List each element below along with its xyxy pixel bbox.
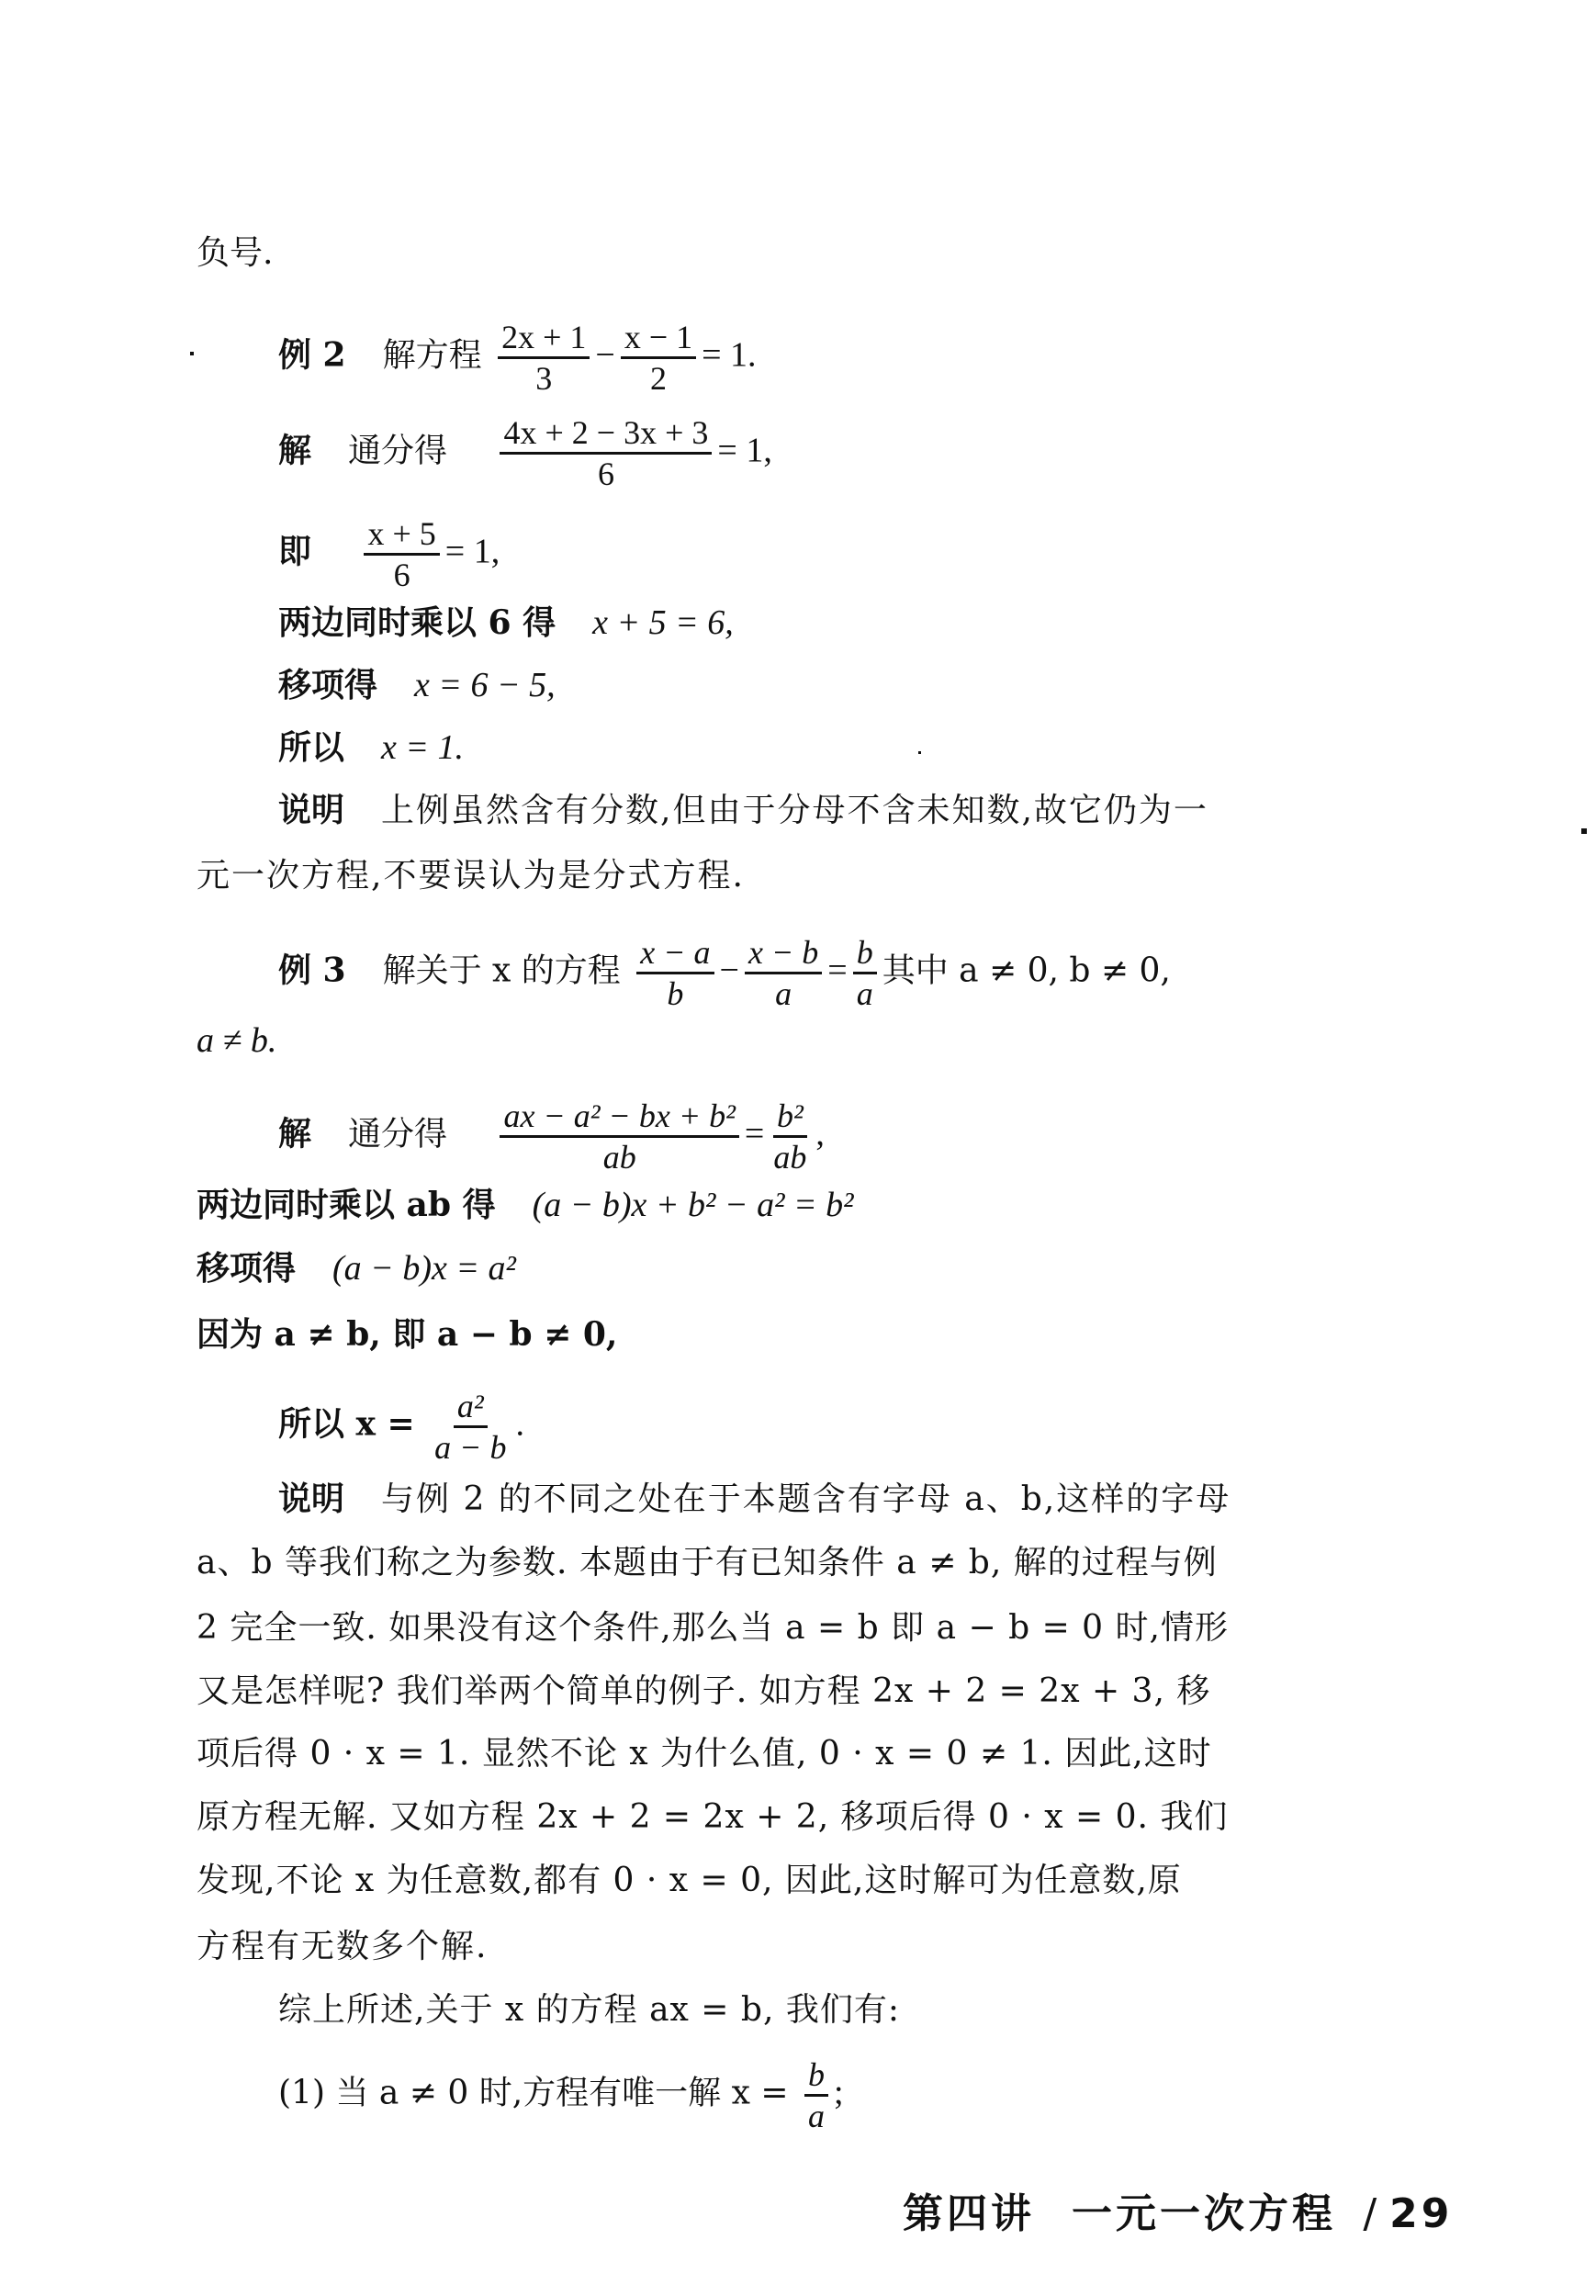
fraction: $\frac{x - 1}{2}$ [621,320,696,396]
print-speck [918,751,921,754]
equation-line: 因为 a ≠ b, 即 a − b ≠ 0, [197,1315,618,1354]
print-speck [190,352,194,355]
fraction: $\frac{\text{b²}}{ab}$ [773,1097,807,1176]
fraction: $\frac{\text{a²}}{a - b}$ [434,1388,507,1466]
equation-line: 所以 x = 1. [278,728,465,767]
equation-line: 两边同时乘以 ab 得 (a − b)x + b² − a² = b² [197,1186,854,1224]
example-3-line: 例 3 解关于 x 的方程 $\frac{x - a}{b}$ − $\frac{x - b}{a}$ = $\frac{b}{a}$ 其中 a ≠ 0, b ≠ 0, [278,934,1171,1012]
summary-line: 综上所述,关于 x 的方程 ax = b, 我们有: [278,1991,900,2029]
solution-label: 解 [278,431,312,470]
note-line: 原方程无解. 又如方程 2x + 2 = 2x + 2, 移项后得 0 · x = 0. 我们 [197,1798,1229,1836]
fraction: $\frac{x + 5}{6}$ [364,516,439,592]
example-text: 解方程 [382,336,482,375]
solution-line: 解 通分得 $\frac{4x + 2 - 3x + 3}{6}$ = 1, [278,414,772,492]
note-line: 说明 与例 2 的不同之处在于本题含有字母 a、b,这样的字母 [278,1480,1231,1518]
fraction: $\frac{\text{ax − a² − bx + b²}}{ab}$ [500,1098,738,1175]
equation-line: 移项得 (a − b)x = a² [197,1249,516,1288]
fraction: $\frac{x - a}{b}$ [636,935,714,1011]
note-line: 又是怎样呢? 我们举两个简单的例子. 如方程 2x + 2 = 2x + 3, 移 [197,1672,1211,1710]
note-line: 元一次方程,不要误认为是分式方程. [197,857,745,895]
separator: / [1363,2190,1381,2237]
example-2-line: 例 2 解方程 $\frac{2x + 1}{3}$ − $\frac{x - 1}{2}$ = 1. [278,319,757,397]
example-label: 例 3 [278,951,346,990]
chapter-title: 一元一次方程 [1072,2190,1336,2237]
note-line: 项后得 0 · x = 1. 显然不论 x 为什么值, 0 · x = 0 ≠ 1. 因此,这时 [197,1735,1212,1773]
chapter-label: 第四讲 [903,2190,1035,2237]
solution-label: 解 [278,1114,312,1154]
fraction: $\frac{x - b}{a}$ [745,935,822,1011]
note-line: 方程有无数多个解. [197,1928,489,1965]
solution-line: 解 通分得 $\frac{\text{ax − a² − bx + b²}}{ab}$ = $\frac{\text{b²}}{ab}$ , [278,1097,825,1176]
condition-line: a ≠ b. [197,1021,277,1060]
fraction: $\frac{b}{a}$ [804,2057,828,2133]
note-line: 说明 上例虽然含有分数,但由于分母不含未知数,故它仍为一 [278,791,1208,829]
fraction: $\frac{2x + 1}{3}$ [498,320,590,396]
fraction: $\frac{b}{a}$ [853,935,877,1011]
page-footer [903,2180,1453,2239]
page-number: 29 [1389,2190,1454,2237]
note-line: 2 完全一致. 如果没有这个条件,那么当 a = b 即 a − b = 0 时,情形 [197,1609,1229,1647]
equation-line: 所以 x = $\frac{\text{a²}}{a - b}$ . [278,1388,524,1466]
text-line: 负号. [197,234,274,272]
equation-line: 移项得 x = 6 − 5, [278,666,556,704]
print-speck [1581,828,1587,834]
note-label: 说明 [278,1480,345,1518]
equation-line: 两边同时乘以 6 得 x + 5 = 6, [278,603,734,642]
note-line: 发现,不论 x 为任意数,都有 0 · x = 0, 因此,这时解可为任意数,原 [197,1862,1182,1899]
example-label: 例 2 [278,335,346,375]
case-line: (1) 当 a ≠ 0 时,方程有唯一解 x = $\frac{b}{a}$ ; [278,2056,844,2134]
note-line: a、b 等我们称之为参数. 本题由于有已知条件 a ≠ b, 解的过程与例 [197,1544,1218,1581]
fraction: $\frac{4x + 2 - 3x + 3}{6}$ [500,415,712,491]
note-label: 说明 [278,791,345,829]
equation-line: 即 $\frac{x + 5}{6}$ = 1, [278,515,500,593]
